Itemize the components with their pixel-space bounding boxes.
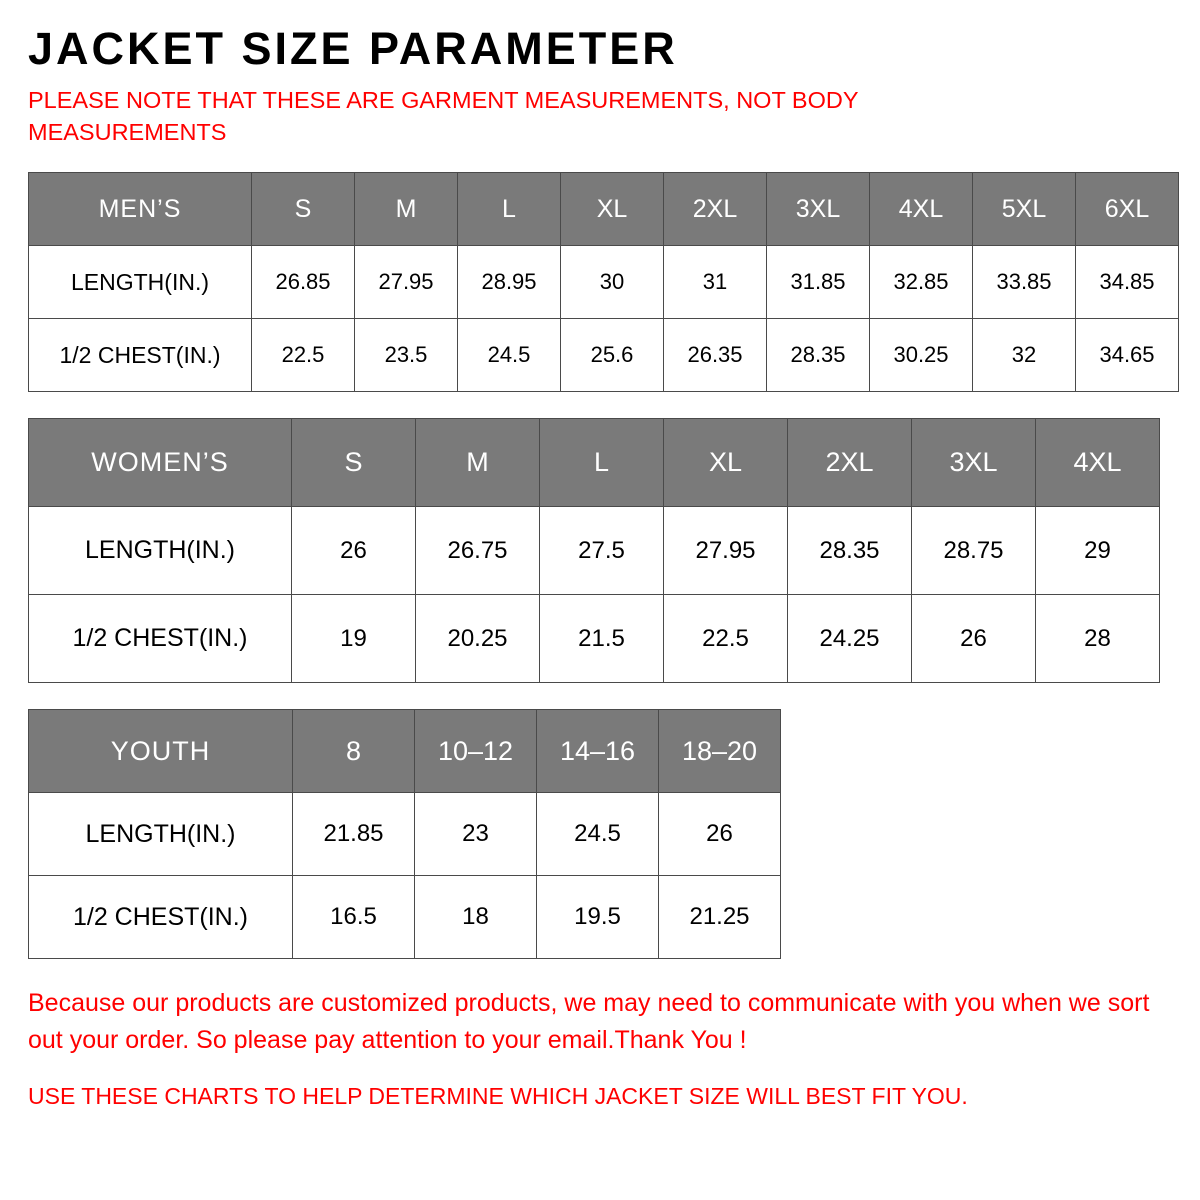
- womens-row-label: 1/2 CHEST(IN.): [29, 595, 292, 683]
- table-row: [29, 793, 781, 876]
- youth-length-cell: 23: [415, 793, 537, 876]
- mens-size-header: 6XL: [1076, 173, 1179, 246]
- youth-length-cell: 24.5: [537, 793, 659, 876]
- womens-size-header: L: [540, 419, 664, 507]
- mens-size-header: 2XL: [664, 173, 767, 246]
- custom-product-notice: Because our products are customized products, we may need to communicate with you when we sort out your order. So please pay attention to your email.Thank You !: [28, 989, 1150, 1054]
- womens-size-header: M: [416, 419, 540, 507]
- mens-size-header: 5XL: [973, 173, 1076, 246]
- mens-size-table: [28, 172, 1179, 392]
- womens-size-header: 2XL: [788, 419, 912, 507]
- table-row: [29, 595, 1160, 683]
- youth-row-label: LENGTH(IN.): [29, 793, 293, 876]
- mens-length-cell: 33.85: [973, 246, 1076, 319]
- mens-length-cell: 31.85: [767, 246, 870, 319]
- youth-length-cell: 21.85: [293, 793, 415, 876]
- mens-length-cell: 26.85: [252, 246, 355, 319]
- youth-chest-cell: 19.5: [537, 876, 659, 959]
- mens-length-cell: 31: [664, 246, 767, 319]
- womens-chest-cell: 19: [292, 595, 416, 683]
- mens-chest-cell: 26.35: [664, 319, 767, 392]
- womens-chest-cell: 28: [1036, 595, 1160, 683]
- womens-chest-cell: 22.5: [664, 595, 788, 683]
- womens-chest-cell: 24.25: [788, 595, 912, 683]
- womens-length-cell: 26: [292, 507, 416, 595]
- youth-chest-cell: 16.5: [293, 876, 415, 959]
- womens-length-cell: 27.5: [540, 507, 664, 595]
- mens-length-cell: 32.85: [870, 246, 973, 319]
- womens-length-cell: 28.35: [788, 507, 912, 595]
- youth-length-cell: 26: [659, 793, 781, 876]
- womens-chest-cell: 21.5: [540, 595, 664, 683]
- youth-chest-cell: 21.25: [659, 876, 781, 959]
- youth-size-header: 18–20: [659, 710, 781, 793]
- youth-chest-cell: 18: [415, 876, 537, 959]
- mens-size-header: M: [355, 173, 458, 246]
- womens-row-label: LENGTH(IN.): [29, 507, 292, 595]
- womens-length-cell: 28.75: [912, 507, 1036, 595]
- mens-chest-cell: 32: [973, 319, 1076, 392]
- mens-chest-cell: 28.35: [767, 319, 870, 392]
- mens-length-cell: 30: [561, 246, 664, 319]
- garment-measurement-note: PLEASE NOTE THAT THESE ARE GARMENT MEASUREMENTS, NOT BODY MEASUREMENTS: [28, 87, 859, 145]
- mens-length-cell: 28.95: [458, 246, 561, 319]
- youth-size-header: 8: [293, 710, 415, 793]
- table-row: [29, 319, 1179, 392]
- mens-chest-cell: 25.6: [561, 319, 664, 392]
- womens-table-label: WOMEN’S: [29, 419, 292, 507]
- youth-table-label: YOUTH: [29, 710, 293, 793]
- mens-size-header: L: [458, 173, 561, 246]
- womens-size-header: 3XL: [912, 419, 1036, 507]
- youth-row-label: 1/2 CHEST(IN.): [29, 876, 293, 959]
- mens-row-label: LENGTH(IN.): [29, 246, 252, 319]
- womens-size-header: S: [292, 419, 416, 507]
- womens-chest-cell: 26: [912, 595, 1036, 683]
- mens-size-header: XL: [561, 173, 664, 246]
- mens-table-label: MEN’S: [29, 173, 252, 246]
- mens-chest-cell: 30.25: [870, 319, 973, 392]
- womens-size-table: [28, 418, 1160, 683]
- mens-chest-cell: 34.65: [1076, 319, 1179, 392]
- table-row: [29, 173, 1179, 246]
- youth-size-header: 14–16: [537, 710, 659, 793]
- mens-length-cell: 34.85: [1076, 246, 1179, 319]
- mens-size-header: 4XL: [870, 173, 973, 246]
- womens-size-header: 4XL: [1036, 419, 1160, 507]
- table-row: [29, 507, 1160, 595]
- youth-size-header: 10–12: [415, 710, 537, 793]
- womens-size-header: XL: [664, 419, 788, 507]
- youth-size-table: [28, 709, 781, 959]
- mens-chest-cell: 24.5: [458, 319, 561, 392]
- mens-row-label: 1/2 CHEST(IN.): [29, 319, 252, 392]
- mens-chest-cell: 23.5: [355, 319, 458, 392]
- table-row: [29, 246, 1179, 319]
- mens-size-header: 3XL: [767, 173, 870, 246]
- mens-length-cell: 27.95: [355, 246, 458, 319]
- womens-chest-cell: 20.25: [416, 595, 540, 683]
- mens-chest-cell: 22.5: [252, 319, 355, 392]
- womens-length-cell: 29: [1036, 507, 1160, 595]
- womens-length-cell: 27.95: [664, 507, 788, 595]
- page-title: JACKET SIZE PARAMETER: [28, 23, 678, 74]
- chart-usage-notice: USE THESE CHARTS TO HELP DETERMINE WHICH JACKET SIZE WILL BEST FIT YOU.: [28, 1082, 968, 1109]
- mens-size-header: S: [252, 173, 355, 246]
- table-row: [29, 419, 1160, 507]
- table-row: [29, 876, 781, 959]
- table-row: [29, 710, 781, 793]
- womens-length-cell: 26.75: [416, 507, 540, 595]
